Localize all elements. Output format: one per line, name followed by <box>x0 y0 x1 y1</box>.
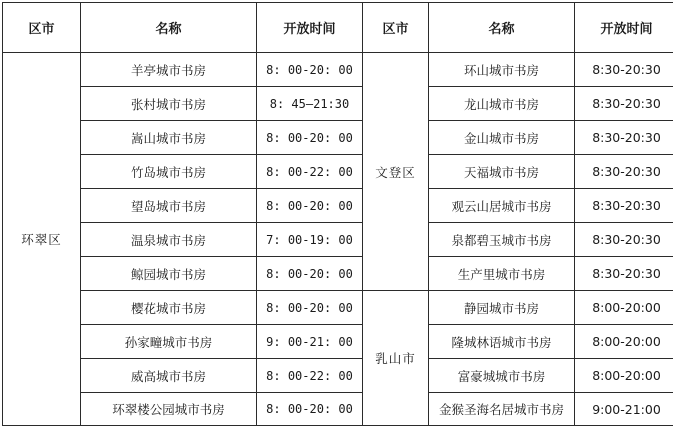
study-room-name: 富豪城城市书房 <box>429 359 575 393</box>
study-room-hours: 9:00-21:00 <box>575 393 673 426</box>
study-room-hours: 8:30-20:30 <box>575 155 673 189</box>
table-row <box>3 189 673 223</box>
study-room-hours: 8: 00-22: 00 <box>257 155 363 189</box>
study-room-hours: 8:30-20:30 <box>575 257 673 291</box>
table-row <box>3 291 673 325</box>
study-room-hours: 8: 45—21:30 <box>257 87 363 121</box>
study-room-name: 鲸园城市书房 <box>81 257 257 291</box>
table-row <box>3 325 673 359</box>
header-hours-right: 开放时间 <box>575 3 673 53</box>
study-room-name: 隆城林语城市书房 <box>429 325 575 359</box>
header-name-right: 名称 <box>429 3 575 53</box>
header-hours-left: 开放时间 <box>257 3 363 53</box>
study-room-hours: 8:30-20:30 <box>575 53 673 87</box>
study-room-hours: 8:30-20:30 <box>575 223 673 257</box>
study-room-name: 静园城市书房 <box>429 291 575 325</box>
district-cell-huancui: 环翠区 <box>3 53 81 426</box>
study-room-hours: 8: 00-20: 00 <box>257 393 363 426</box>
district-cell-wendeng: 文登区 <box>363 53 429 291</box>
district-cell-rushan: 乳山市 <box>363 291 429 426</box>
header-row <box>3 3 673 53</box>
study-room-hours: 8: 00-20: 00 <box>257 189 363 223</box>
study-room-name: 龙山城市书房 <box>429 87 575 121</box>
study-room-hours: 8: 00-20: 00 <box>257 53 363 87</box>
study-room-name: 温泉城市书房 <box>81 223 257 257</box>
study-room-name: 泉都碧玉城市书房 <box>429 223 575 257</box>
study-room-hours: 8:30-20:30 <box>575 87 673 121</box>
study-room-hours: 8: 00-20: 00 <box>257 121 363 155</box>
header-district-left: 区市 <box>3 3 81 53</box>
table-row <box>3 393 673 426</box>
study-room-name: 金猴圣海名居城市书房 <box>429 393 575 426</box>
study-room-hours: 8:00-20:00 <box>575 325 673 359</box>
study-room-name: 天福城市书房 <box>429 155 575 189</box>
table-row <box>3 223 673 257</box>
study-room-name: 生产里城市书房 <box>429 257 575 291</box>
table-row <box>3 53 673 87</box>
study-room-name: 金山城市书房 <box>429 121 575 155</box>
study-room-name: 环翠楼公园城市书房 <box>81 393 257 426</box>
table-row <box>3 359 673 393</box>
study-room-hours: 8:30-20:30 <box>575 121 673 155</box>
header-district-right: 区市 <box>363 3 429 53</box>
study-room-name: 望岛城市书房 <box>81 189 257 223</box>
study-room-name: 孙家疃城市书房 <box>81 325 257 359</box>
table-row <box>3 87 673 121</box>
study-room-hours: 8: 00-22: 00 <box>257 359 363 393</box>
study-room-hours: 8:00-20:00 <box>575 291 673 325</box>
study-room-name: 樱花城市书房 <box>81 291 257 325</box>
study-room-hours: 9: 00-21: 00 <box>257 325 363 359</box>
study-room-hours: 7: 00-19: 00 <box>257 223 363 257</box>
study-room-hours: 8:30-20:30 <box>575 189 673 223</box>
study-room-hours-table <box>2 2 673 426</box>
study-room-name: 观云山居城市书房 <box>429 189 575 223</box>
table-row <box>3 257 673 291</box>
table-row <box>3 155 673 189</box>
study-room-name: 环山城市书房 <box>429 53 575 87</box>
study-room-name: 嵩山城市书房 <box>81 121 257 155</box>
header-name-left: 名称 <box>81 3 257 53</box>
study-room-hours: 8:00-20:00 <box>575 359 673 393</box>
study-room-hours: 8: 00-20: 00 <box>257 291 363 325</box>
study-room-name: 羊亭城市书房 <box>81 53 257 87</box>
study-room-name: 威高城市书房 <box>81 359 257 393</box>
study-room-hours: 8: 00-20: 00 <box>257 257 363 291</box>
study-room-name: 竹岛城市书房 <box>81 155 257 189</box>
study-room-name: 张村城市书房 <box>81 87 257 121</box>
table-row <box>3 121 673 155</box>
